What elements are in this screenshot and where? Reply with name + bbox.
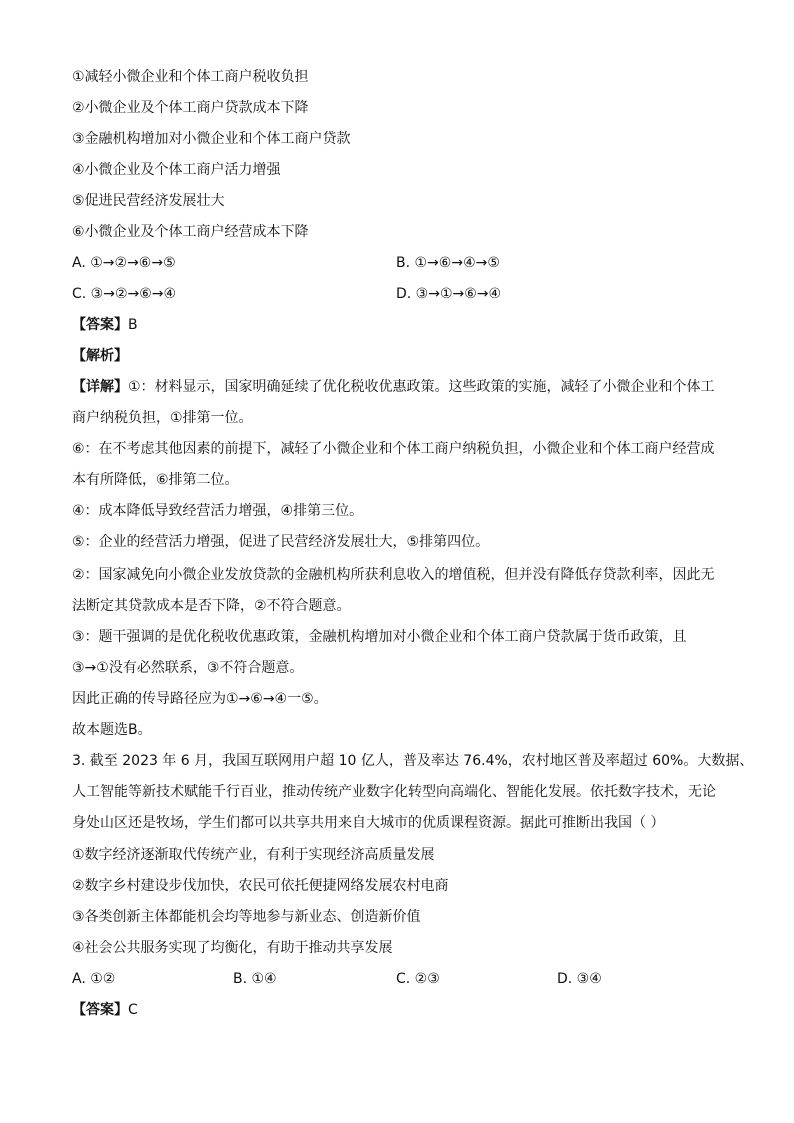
q2-option-b: B. ①→⑥→④→⑤ bbox=[396, 255, 500, 271]
q2-explanation-line-3: ⑥：在不考虑其他因素的前提下，减轻了小微企业和个体工商户纳税负担，小微企业和个体工商户经营成 bbox=[72, 441, 715, 457]
q2-analysis-heading: 【解析】 bbox=[72, 348, 128, 364]
q3-option-a: A. ①② bbox=[72, 971, 116, 987]
q2-statement-6: ⑥小微企业及个体工商户经营成本下降 bbox=[72, 224, 309, 240]
q3-statement-2: ②数字乡村建设步伐加快，农民可依托便捷网络发展农村电商 bbox=[72, 878, 449, 894]
q3-statement-4: ④社会公共服务实现了均衡化，有助于推动共享发展 bbox=[72, 940, 393, 956]
q2-option-c: C. ③→②→⑥→④ bbox=[72, 286, 177, 302]
q2-answer bbox=[72, 316, 138, 334]
q2-explanation-line-1 bbox=[72, 378, 715, 396]
q2-explanation-line-9: ③：题干强调的是优化税收优惠政策，金融机构增加对小微企业和个体工商户贷款属于货币政策，且 bbox=[72, 629, 687, 645]
q2-statement-1: ①减轻小微企业和个体工商户税收负担 bbox=[72, 69, 309, 85]
q2-option-d: D. ③→①→⑥→④ bbox=[396, 286, 502, 302]
q3-option-b: B. ①④ bbox=[233, 971, 277, 987]
q2-explanation-line-6: ⑤：企业的经营活力增强，促进了民营经济发展壮大，⑤排第四位。 bbox=[72, 534, 490, 550]
q2-explanation-text-1: ①：材料显示，国家明确延续了优化税收优惠政策。这些政策的实施，减轻了小微企业和个体工 bbox=[128, 379, 715, 395]
q3-answer-label: 【答案】 bbox=[72, 1002, 128, 1018]
q3-option-d: D. ③④ bbox=[557, 971, 602, 987]
q3-answer-value: C bbox=[128, 1002, 138, 1018]
q2-explanation-line-8: 法断定其贷款成本是否下降，②不符合题意。 bbox=[72, 598, 351, 614]
q2-answer-value: B bbox=[128, 317, 138, 333]
q2-statement-5: ⑤促进民营经济发展壮大 bbox=[72, 193, 225, 209]
q3-stem-line-2: 人工智能等新技术赋能千行百业，推动传统产业数字化转型向高端化、智能化发展。依托数字技术，无论 bbox=[72, 784, 716, 800]
q2-explanation-line-11: 因此正确的传导路径应为①→⑥→④一⑤。 bbox=[72, 691, 328, 707]
q2-statement-3: ③金融机构增加对小微企业和个体工商户贷款 bbox=[72, 131, 351, 147]
q2-explanation-line-7: ②：国家减免向小微企业发放贷款的金融机构所获利息收入的增值税，但并没有降低存贷款利率，因此无 bbox=[72, 567, 715, 583]
q3-answer bbox=[72, 1001, 138, 1019]
q2-explanation-line-5: ④：成本降低导致经营活力增强，④排第三位。 bbox=[72, 503, 364, 519]
q2-statement-2: ②小微企业及个体工商户贷款成本下降 bbox=[72, 100, 309, 116]
q3-statement-3: ③各类创新主体都能机会均等地参与新业态、创造新价值 bbox=[72, 909, 421, 925]
q2-detail-label: 【详解】 bbox=[72, 379, 128, 395]
q2-explanation-line-12: 故本题选B。 bbox=[72, 722, 152, 738]
q2-option-a: A. ①→②→⑥→⑤ bbox=[72, 255, 176, 271]
q2-answer-label: 【答案】 bbox=[72, 317, 128, 333]
q3-stem-line-1: 3. 截至 2023 年 6 月，我国互联网用户超 10 亿人，普及率达 76.4%，农村地区普及率超过 60%。大数据、 bbox=[72, 753, 754, 769]
q2-explanation-line-4: 本有所降低，⑥排第二位。 bbox=[72, 472, 239, 488]
q3-option-c: C. ②③ bbox=[396, 971, 440, 987]
q2-statement-4: ④小微企业及个体工商户活力增强 bbox=[72, 162, 281, 178]
q3-stem-line-3: 身处山区还是牧场，学生们都可以共享共用来自大城市的优质课程资源。据此可推断出我国（ ） bbox=[72, 815, 665, 831]
q2-explanation-line-2: 商户纳税负担，①排第一位。 bbox=[72, 410, 253, 426]
q3-statement-1: ①数字经济逐渐取代传统产业，有利于实现经济高质量发展 bbox=[72, 847, 435, 863]
q2-explanation-line-10: ③→①没有必然联系，③不符合题意。 bbox=[72, 660, 304, 676]
